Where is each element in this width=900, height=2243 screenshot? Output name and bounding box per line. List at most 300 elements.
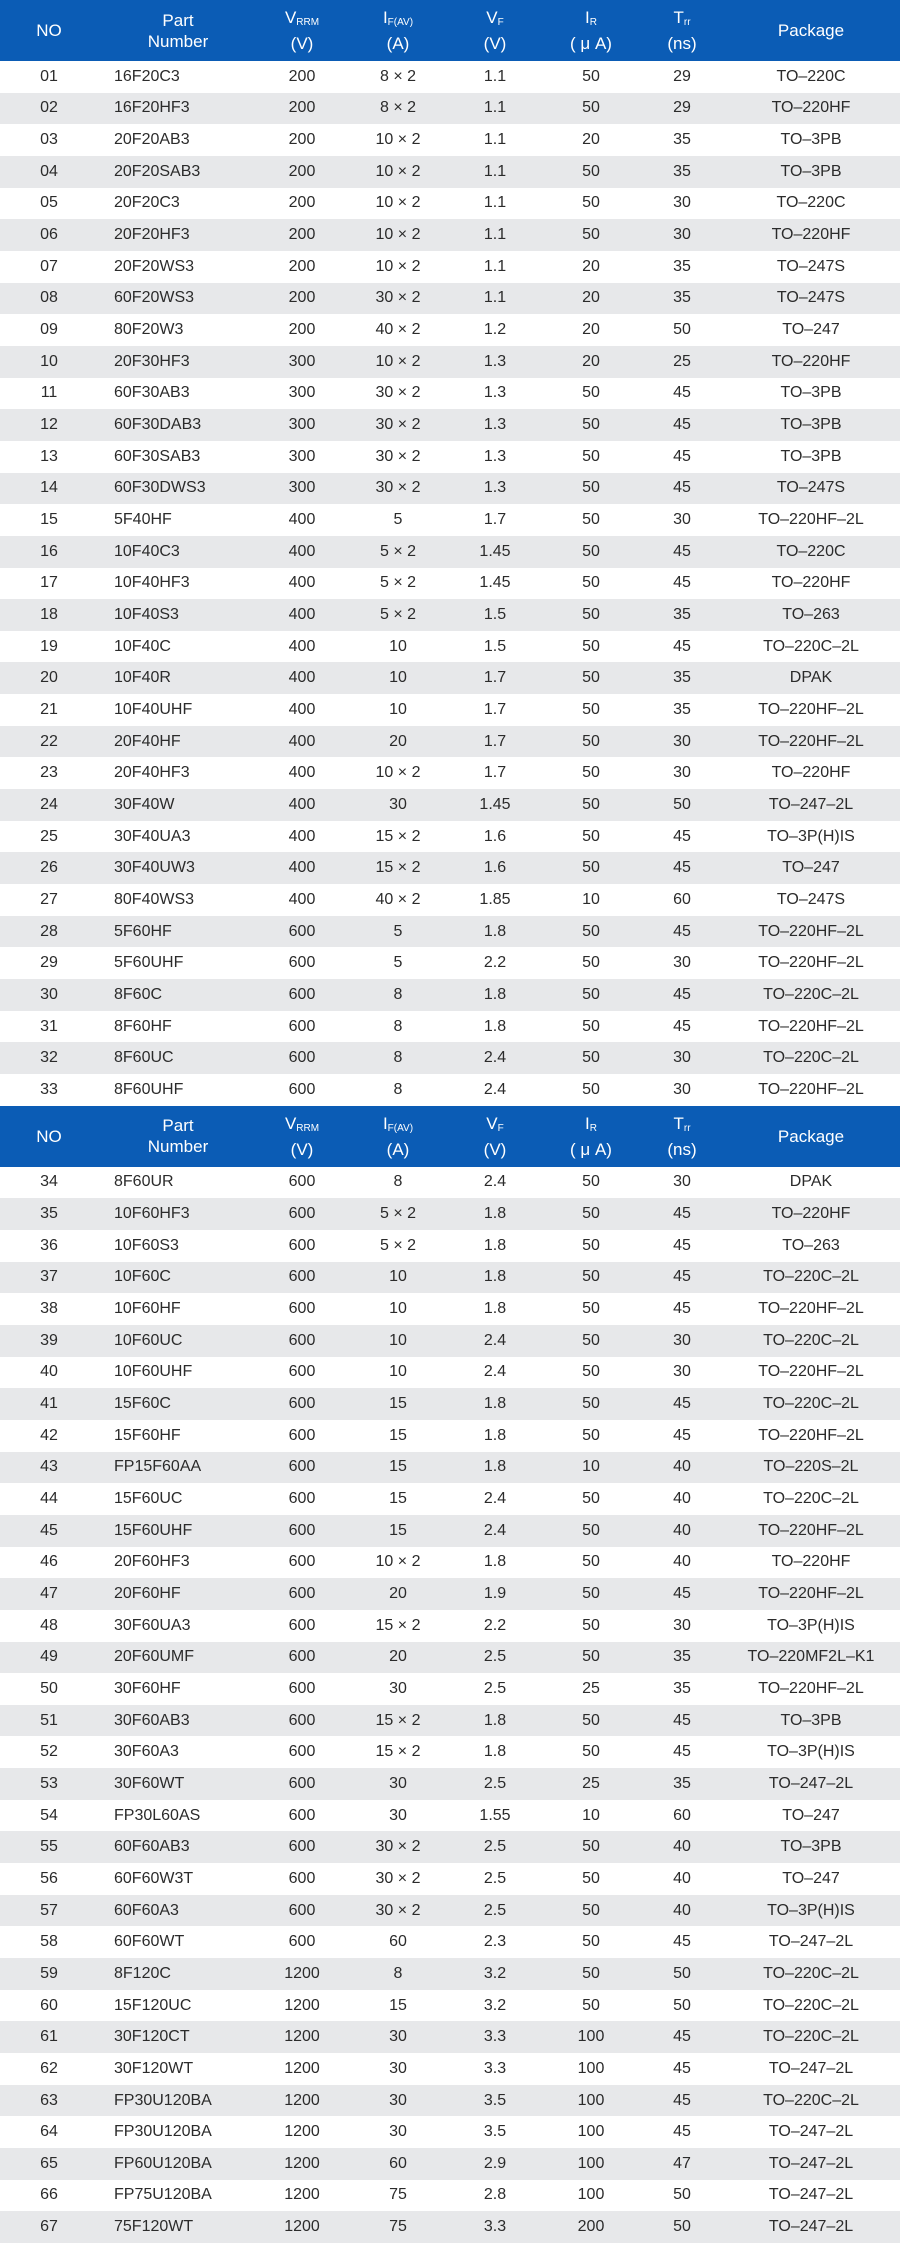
cell-trr: 45 <box>673 416 691 434</box>
cell-part-number: 30F60WT <box>114 1774 185 1792</box>
cell-trr: 30 <box>673 1331 691 1349</box>
table-row <box>0 2021 900 2053</box>
cell-trr: 60 <box>673 1806 691 1824</box>
cell-if-av: 5 × 2 <box>379 1236 417 1254</box>
table-row <box>0 156 900 188</box>
cell-package: TO–220HF–2L <box>758 1080 864 1098</box>
cell-trr: 45 <box>673 985 691 1003</box>
table-row <box>0 2148 900 2180</box>
cell-vf: 2.4 <box>483 1049 507 1067</box>
cell-vrrm: 600 <box>288 1838 316 1856</box>
cell-package: TO–220C <box>776 67 846 85</box>
cell-if-av: 10 × 2 <box>375 194 421 212</box>
cell-part-number: 20F20HF3 <box>114 226 190 244</box>
cell-if-av: 15 <box>389 1426 407 1444</box>
header-if-av: $I_{F(AV)}$ (A) <box>382 1113 414 1159</box>
cell-if-av: 15 × 2 <box>375 1711 421 1729</box>
cell-no: 43 <box>40 1458 58 1476</box>
cell-if-av: 10 <box>389 1268 407 1286</box>
header-vrrm: $V_{RRM}$ (V) <box>284 8 320 53</box>
cell-no: 47 <box>40 1585 58 1603</box>
cell-if-av: 10 <box>389 1300 407 1318</box>
cell-package: TO–247–2L <box>768 795 854 813</box>
cell-ir: 50 <box>582 416 600 434</box>
table-row <box>0 1578 900 1610</box>
cell-vf: 1.1 <box>483 99 507 117</box>
cell-trr: 35 <box>673 1774 691 1792</box>
cell-no: 39 <box>40 1331 58 1349</box>
cell-if-av: 30 <box>389 795 407 813</box>
cell-if-av: 75 <box>389 2186 407 2204</box>
cell-part-number: FP75U120BA <box>114 2186 212 2204</box>
cell-ir: 50 <box>582 194 600 212</box>
cell-ir: 50 <box>582 162 600 180</box>
cell-vf: 2.3 <box>483 1933 507 1951</box>
table-row <box>0 947 900 979</box>
cell-ir: 100 <box>577 2059 605 2077</box>
cell-no: 27 <box>40 890 58 908</box>
cell-vrrm: 300 <box>288 416 316 434</box>
cell-if-av: 75 <box>389 2218 407 2236</box>
table-row <box>0 757 900 789</box>
cell-ir: 50 <box>582 922 600 940</box>
cell-ir: 50 <box>582 1395 600 1413</box>
cell-vf: 1.8 <box>483 1426 507 1444</box>
cell-trr: 45 <box>673 1711 691 1729</box>
cell-vf: 2.8 <box>483 2186 507 2204</box>
cell-part-number: 20F20C3 <box>114 194 180 212</box>
table-row <box>0 536 900 568</box>
cell-trr: 40 <box>673 1458 691 1476</box>
cell-if-av: 30 <box>389 1774 407 1792</box>
cell-part-number: 30F60A3 <box>114 1743 179 1761</box>
cell-vrrm: 600 <box>288 1490 316 1508</box>
cell-trr: 35 <box>673 289 691 307</box>
cell-part-number: FP60U120BA <box>114 2154 212 2172</box>
header-trr: $T_{rr}$ (ns) <box>667 8 697 53</box>
cell-if-av: 10 × 2 <box>375 162 421 180</box>
cell-ir: 50 <box>582 1205 600 1223</box>
table-row <box>0 1547 900 1579</box>
cell-vrrm: 1200 <box>284 2218 320 2236</box>
cell-part-number: 10F40R <box>114 669 171 687</box>
cell-vf: 1.1 <box>483 162 507 180</box>
cell-no: 29 <box>40 954 58 972</box>
cell-vf: 1.1 <box>483 226 507 244</box>
cell-ir: 50 <box>582 1236 600 1254</box>
cell-trr: 45 <box>673 574 691 592</box>
cell-vf: 2.9 <box>483 2154 507 2172</box>
cell-no: 35 <box>40 1205 58 1223</box>
cell-package: TO–220C–2L <box>763 985 859 1003</box>
cell-no: 07 <box>40 257 58 275</box>
cell-if-av: 10 <box>389 669 407 687</box>
cell-vf: 2.4 <box>483 1521 507 1539</box>
table-row <box>0 884 900 916</box>
table-row <box>0 1895 900 1927</box>
cell-part-number: 30F40W <box>114 795 175 813</box>
table-row <box>0 1610 900 1642</box>
cell-package: TO–3P(H)IS <box>767 1901 855 1919</box>
cell-ir: 50 <box>582 384 600 402</box>
cell-ir: 20 <box>582 257 600 275</box>
cell-no: 09 <box>40 321 58 339</box>
cell-package: TO–3PB <box>780 384 842 402</box>
cell-if-av: 15 <box>389 1490 407 1508</box>
cell-package: DPAK <box>789 1173 833 1191</box>
cell-package: TO–247 <box>782 1806 840 1824</box>
cell-ir: 50 <box>582 1268 600 1286</box>
table-row <box>0 631 900 663</box>
cell-if-av: 8 × 2 <box>379 67 417 85</box>
cell-ir: 50 <box>582 1711 600 1729</box>
cell-vrrm: 300 <box>288 447 316 465</box>
cell-part-number: 60F30DWS3 <box>114 479 206 497</box>
cell-if-av: 10 <box>389 637 407 655</box>
cell-if-av: 20 <box>389 1648 407 1666</box>
cell-ir: 100 <box>577 2091 605 2109</box>
cell-no: 19 <box>40 637 58 655</box>
cell-package: TO–220C <box>776 542 846 560</box>
cell-no: 34 <box>40 1173 58 1191</box>
cell-package: TO–247 <box>782 859 840 877</box>
table-row <box>0 441 900 473</box>
cell-no: 63 <box>40 2091 58 2109</box>
cell-vrrm: 1200 <box>284 1964 320 1982</box>
cell-part-number: FP15F60AA <box>114 1458 202 1476</box>
cell-if-av: 40 × 2 <box>375 890 421 908</box>
cell-vf: 1.45 <box>479 574 511 592</box>
table-row <box>0 473 900 505</box>
cell-package: TO–3PB <box>780 1838 842 1856</box>
cell-if-av: 20 <box>389 732 407 750</box>
cell-vf: 1.1 <box>483 257 507 275</box>
cell-no: 31 <box>40 1017 58 1035</box>
cell-vf: 1.3 <box>483 352 507 370</box>
cell-vrrm: 200 <box>288 99 316 117</box>
cell-ir: 50 <box>582 1049 600 1067</box>
cell-package: TO–220C–2L <box>763 1964 859 1982</box>
cell-if-av: 30 <box>389 1679 407 1697</box>
cell-if-av: 30 × 2 <box>375 384 421 402</box>
cell-ir: 50 <box>582 1585 600 1603</box>
cell-vf: 1.85 <box>479 890 511 908</box>
cell-part-number: 30F120CT <box>114 2028 190 2046</box>
cell-part-number: 20F40HF3 <box>114 764 190 782</box>
cell-no: 36 <box>40 1236 58 1254</box>
table-row <box>0 821 900 853</box>
cell-vf: 1.5 <box>483 605 507 623</box>
cell-ir: 50 <box>582 1363 600 1381</box>
cell-part-number: 30F60AB3 <box>114 1711 190 1729</box>
cell-package: TO–220C–2L <box>763 637 859 655</box>
cell-vrrm: 600 <box>288 1743 316 1761</box>
cell-if-av: 8 <box>393 985 403 1003</box>
cell-trr: 45 <box>673 384 691 402</box>
cell-vf: 1.8 <box>483 1236 507 1254</box>
cell-ir: 50 <box>582 1173 600 1191</box>
cell-no: 25 <box>40 827 58 845</box>
cell-if-av: 10 × 2 <box>375 257 421 275</box>
cell-vf: 1.1 <box>483 67 507 85</box>
cell-vrrm: 600 <box>288 1774 316 1792</box>
cell-if-av: 60 <box>389 1933 407 1951</box>
cell-vrrm: 400 <box>288 890 316 908</box>
cell-ir: 100 <box>577 2028 605 2046</box>
cell-if-av: 15 × 2 <box>375 1743 421 1761</box>
table-row <box>0 1452 900 1484</box>
cell-if-av: 15 <box>389 1395 407 1413</box>
cell-package: TO–220C–2L <box>763 1490 859 1508</box>
cell-part-number: 20F60HF <box>114 1585 181 1603</box>
cell-package: TO–220C–2L <box>763 2091 859 2109</box>
table-row <box>0 1705 900 1737</box>
cell-vrrm: 400 <box>288 574 316 592</box>
cell-no: 66 <box>40 2186 58 2204</box>
cell-part-number: 75F120WT <box>114 2218 194 2236</box>
cell-package: TO–247 <box>782 1869 840 1887</box>
cell-package: TO–247S <box>776 479 846 497</box>
cell-part-number: 30F120WT <box>114 2059 194 2077</box>
cell-trr: 50 <box>673 2186 691 2204</box>
cell-trr: 30 <box>673 1080 691 1098</box>
cell-ir: 50 <box>582 1521 600 1539</box>
cell-vf: 2.5 <box>483 1838 507 1856</box>
table-row <box>0 1990 900 2022</box>
cell-if-av: 5 × 2 <box>379 1205 417 1223</box>
cell-if-av: 30 × 2 <box>375 289 421 307</box>
cell-vf: 1.55 <box>479 1806 511 1824</box>
cell-package: TO–247–2L <box>768 2218 854 2236</box>
cell-no: 22 <box>40 732 58 750</box>
cell-if-av: 30 × 2 <box>375 1901 421 1919</box>
cell-ir: 50 <box>582 954 600 972</box>
cell-package: TO–247S <box>776 890 846 908</box>
cell-trr: 45 <box>673 2028 691 2046</box>
cell-vrrm: 600 <box>288 1553 316 1571</box>
cell-part-number: 10F60HF <box>114 1300 181 1318</box>
cell-trr: 40 <box>673 1901 691 1919</box>
cell-vf: 2.4 <box>483 1080 507 1098</box>
cell-trr: 45 <box>673 1300 691 1318</box>
table-row <box>0 1167 900 1199</box>
cell-trr: 50 <box>673 321 691 339</box>
cell-no: 10 <box>40 352 58 370</box>
cell-package: TO–220HF–2L <box>758 922 864 940</box>
cell-vf: 3.2 <box>483 1996 507 2014</box>
cell-no: 53 <box>40 1774 58 1792</box>
cell-no: 17 <box>40 574 58 592</box>
cell-vrrm: 1200 <box>284 2123 320 2141</box>
cell-vrrm: 200 <box>288 194 316 212</box>
cell-trr: 40 <box>673 1490 691 1508</box>
cell-part-number: 10F60S3 <box>114 1236 179 1254</box>
cell-trr: 45 <box>673 542 691 560</box>
cell-vrrm: 400 <box>288 859 316 877</box>
cell-no: 03 <box>40 131 58 149</box>
cell-part-number: 10F40S3 <box>114 605 179 623</box>
cell-trr: 30 <box>673 1616 691 1634</box>
cell-vf: 1.3 <box>483 416 507 434</box>
cell-vrrm: 400 <box>288 764 316 782</box>
cell-no: 54 <box>40 1806 58 1824</box>
cell-part-number: 30F40UW3 <box>114 859 195 877</box>
cell-vrrm: 600 <box>288 1363 316 1381</box>
cell-vrrm: 600 <box>288 1268 316 1286</box>
cell-trr: 45 <box>673 479 691 497</box>
cell-if-av: 15 <box>389 1996 407 2014</box>
cell-vrrm: 600 <box>288 1616 316 1634</box>
table-row <box>0 852 900 884</box>
cell-vrrm: 1200 <box>284 2154 320 2172</box>
cell-ir: 50 <box>582 1490 600 1508</box>
cell-trr: 35 <box>673 1648 691 1666</box>
cell-trr: 45 <box>673 2123 691 2141</box>
table-row <box>0 1011 900 1043</box>
cell-if-av: 30 × 2 <box>375 1838 421 1856</box>
header-package: Package <box>777 1126 845 1146</box>
cell-trr: 30 <box>673 1173 691 1191</box>
cell-part-number: 16F20C3 <box>114 67 180 85</box>
cell-vrrm: 200 <box>288 321 316 339</box>
table-row <box>0 1483 900 1515</box>
cell-package: TO–220HF–2L <box>758 954 864 972</box>
cell-vrrm: 300 <box>288 384 316 402</box>
cell-if-av: 30 <box>389 2123 407 2141</box>
cell-package: TO–247 <box>782 321 840 339</box>
cell-vrrm: 600 <box>288 1711 316 1729</box>
cell-vf: 2.4 <box>483 1173 507 1191</box>
cell-package: TO–220HF <box>771 764 851 782</box>
cell-trr: 45 <box>673 1268 691 1286</box>
cell-vrrm: 600 <box>288 1017 316 1035</box>
table-row <box>0 599 900 631</box>
table-row <box>0 124 900 156</box>
cell-vf: 1.8 <box>483 1017 507 1035</box>
cell-vf: 2.5 <box>483 1648 507 1666</box>
cell-no: 40 <box>40 1363 58 1381</box>
cell-vrrm: 600 <box>288 1395 316 1413</box>
cell-vf: 1.7 <box>483 764 507 782</box>
cell-part-number: 5F60HF <box>114 922 172 940</box>
cell-vrrm: 1200 <box>284 2028 320 2046</box>
cell-vf: 2.2 <box>483 1616 507 1634</box>
cell-package: TO–220HF–2L <box>758 1017 864 1035</box>
cell-ir: 100 <box>577 2186 605 2204</box>
table-row <box>0 188 900 220</box>
cell-no: 12 <box>40 416 58 434</box>
cell-vrrm: 600 <box>288 1236 316 1254</box>
cell-part-number: 20F30HF3 <box>114 352 190 370</box>
cell-part-number: 80F20W3 <box>114 321 184 339</box>
cell-part-number: 8F60UR <box>114 1173 174 1191</box>
cell-ir: 50 <box>582 700 600 718</box>
cell-ir: 20 <box>582 131 600 149</box>
cell-ir: 10 <box>582 1806 600 1824</box>
cell-vrrm: 600 <box>288 1869 316 1887</box>
table-row <box>0 1736 900 1768</box>
table-row <box>0 694 900 726</box>
cell-package: TO–220HF–2L <box>758 700 864 718</box>
cell-no: 30 <box>40 985 58 1003</box>
cell-if-av: 10 × 2 <box>375 352 421 370</box>
cell-if-av: 10 × 2 <box>375 764 421 782</box>
cell-no: 28 <box>40 922 58 940</box>
cell-vf: 1.5 <box>483 637 507 655</box>
table-row <box>0 1325 900 1357</box>
cell-trr: 45 <box>673 1933 691 1951</box>
cell-if-av: 40 × 2 <box>375 321 421 339</box>
cell-vf: 1.9 <box>483 1585 507 1603</box>
cell-ir: 100 <box>577 2123 605 2141</box>
cell-package: TO–220C–2L <box>763 1331 859 1349</box>
table-row <box>0 314 900 346</box>
cell-part-number: 30F40UA3 <box>114 827 191 845</box>
cell-if-av: 5 <box>393 511 403 529</box>
cell-vrrm: 600 <box>288 1901 316 1919</box>
cell-if-av: 15 × 2 <box>375 827 421 845</box>
cell-vf: 1.8 <box>483 985 507 1003</box>
cell-ir: 50 <box>582 795 600 813</box>
cell-ir: 50 <box>582 669 600 687</box>
table-row <box>0 409 900 441</box>
cell-vf: 2.5 <box>483 1869 507 1887</box>
cell-part-number: 10F40C3 <box>114 542 180 560</box>
cell-trr: 30 <box>673 226 691 244</box>
cell-vf: 1.3 <box>483 479 507 497</box>
cell-part-number: 10F60UC <box>114 1331 183 1349</box>
cell-ir: 25 <box>582 1679 600 1697</box>
cell-if-av: 15 <box>389 1521 407 1539</box>
cell-part-number: 15F60C <box>114 1395 171 1413</box>
cell-trr: 30 <box>673 1363 691 1381</box>
cell-trr: 35 <box>673 131 691 149</box>
cell-vf: 3.2 <box>483 1964 507 1982</box>
table-row <box>0 1074 900 1106</box>
cell-vf: 1.45 <box>479 542 511 560</box>
cell-if-av: 10 <box>389 1331 407 1349</box>
cell-trr: 60 <box>673 890 691 908</box>
header-vf: $V_F$ (V) <box>483 1113 507 1159</box>
table-row <box>0 1420 900 1452</box>
cell-no: 49 <box>40 1648 58 1666</box>
cell-no: 42 <box>40 1426 58 1444</box>
cell-if-av: 5 × 2 <box>379 605 417 623</box>
cell-trr: 45 <box>673 1585 691 1603</box>
cell-no: 24 <box>40 795 58 813</box>
cell-if-av: 10 × 2 <box>375 1553 421 1571</box>
cell-part-number: 8F60C <box>114 985 163 1003</box>
table-row <box>0 1198 900 1230</box>
cell-if-av: 30 <box>389 2028 407 2046</box>
cell-package: TO–220MF2L–K1 <box>747 1648 875 1666</box>
cell-vf: 3.3 <box>483 2028 507 2046</box>
cell-package: TO–247–2L <box>768 2154 854 2172</box>
cell-part-number: 60F60AB3 <box>114 1838 190 1856</box>
cell-package: TO–220HF <box>771 99 851 117</box>
cell-vf: 2.2 <box>483 954 507 972</box>
table-row <box>0 2053 900 2085</box>
cell-vrrm: 600 <box>288 1426 316 1444</box>
cell-vf: 1.8 <box>483 1711 507 1729</box>
cell-vf: 1.7 <box>483 511 507 529</box>
cell-trr: 45 <box>673 1426 691 1444</box>
cell-if-av: 8 <box>393 1080 403 1098</box>
cell-part-number: 30F60HF <box>114 1679 181 1697</box>
cell-vrrm: 1200 <box>284 2091 320 2109</box>
cell-vrrm: 1200 <box>284 2059 320 2077</box>
cell-no: 02 <box>40 99 58 117</box>
